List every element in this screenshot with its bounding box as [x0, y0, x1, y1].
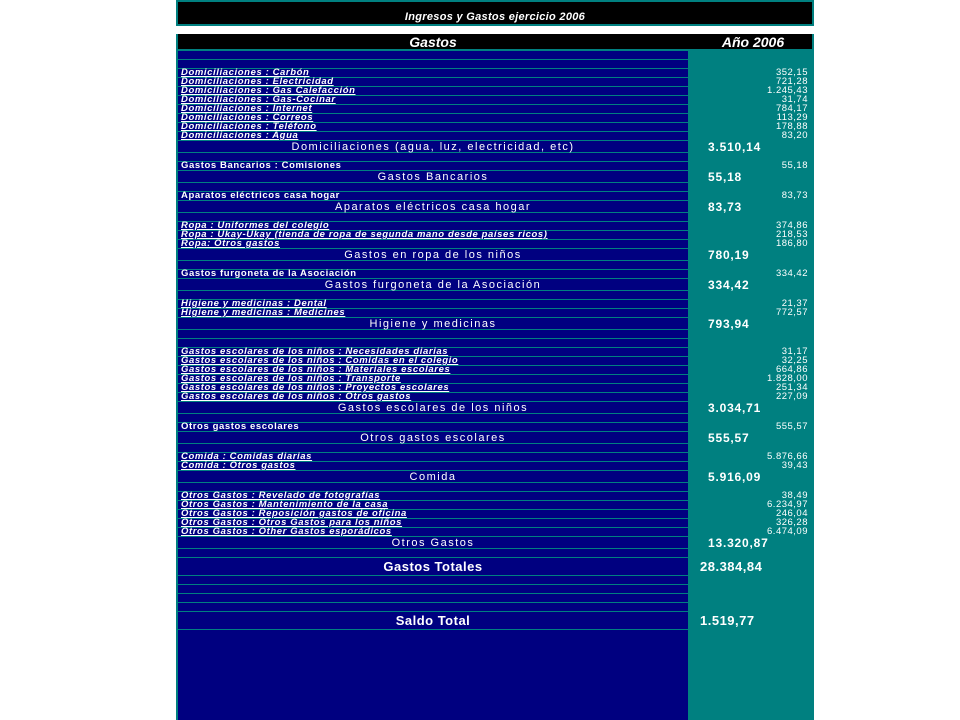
row-label: Otros Gastos : Revelado de fotografías: [181, 490, 381, 501]
header-label: Gastos: [409, 34, 457, 50]
subtotal-row: [178, 201, 812, 213]
row-value: 186,80: [775, 238, 808, 249]
row-label: Aparatos eléctricos casa hogar: [181, 190, 340, 201]
row-label: Gastos escolares de los niños : Materiales escolares: [181, 364, 451, 375]
row-value: 39,43: [781, 460, 808, 471]
row-value: 3.034,71: [708, 401, 762, 415]
blank-row: [178, 51, 812, 60]
row-value: 784,17: [775, 103, 808, 114]
row-label: Domiciliaciones : Internet: [181, 103, 313, 114]
row-value: 772,57: [775, 307, 808, 318]
row-value: 21,37: [781, 298, 808, 309]
row-label: Higiene y medicinas : Medicines: [181, 307, 346, 318]
row-value: 32,25: [781, 355, 808, 366]
table-header-row: [178, 34, 812, 51]
blank-row: [178, 585, 812, 594]
row-label: Higiene y medicinas : Dental: [181, 298, 327, 309]
row-label: Domiciliaciones : Agua: [181, 130, 299, 141]
row-value: 6.234,97: [767, 499, 808, 510]
row-label: Aparatos eléctricos casa hogar: [334, 201, 532, 213]
row-label: Gastos escolares de los niños : Comidas en el colegio: [181, 355, 459, 366]
sheet-title-bar: [176, 0, 814, 26]
row-label: Gastos escolares de los niños : Necesidades diarias: [181, 346, 449, 357]
row-value: 55,18: [781, 160, 808, 171]
row-label: Gastos escolares de los niños : Transporte: [181, 373, 401, 384]
row-label: Gastos escolares de los niños: [337, 402, 529, 414]
row-value: 227,09: [775, 391, 808, 402]
total-row: [178, 612, 812, 630]
row-value: 38,49: [781, 490, 808, 501]
row-value: 31,74: [781, 94, 808, 105]
row-value: 178,88: [775, 121, 808, 132]
row-label: Gastos Bancarios : Comisiones: [181, 160, 342, 171]
row-value: 780,19: [708, 248, 750, 262]
row-value: 555,57: [708, 431, 750, 445]
subtotal-row: [178, 279, 812, 291]
row-label: Domiciliaciones (agua, luz, electricidad, etc): [291, 141, 575, 153]
row-value: 1.245,43: [767, 85, 808, 96]
row-value: 55,18: [708, 170, 743, 184]
row-value: 218,53: [775, 229, 808, 240]
row-value: 555,57: [775, 421, 808, 432]
row-label: Comida: [409, 471, 457, 483]
row-value: 13.320,87: [708, 536, 769, 550]
row-label: Ropa: Otros gastos: [181, 238, 280, 249]
row-value: 5.876,66: [767, 451, 808, 462]
row-value: 334,42: [775, 268, 808, 279]
row-value: 1.828,00: [767, 373, 808, 384]
row-label: Domiciliaciones : Gas-Cocinar: [181, 94, 336, 105]
row-value: 1.519,77: [700, 613, 755, 628]
subtotal-row: [178, 249, 812, 261]
row-label: Otros gastos escolares: [181, 421, 300, 432]
row-value: 793,94: [708, 317, 750, 331]
blank-row: [178, 330, 812, 339]
row-label: Gastos en ropa de los niños: [344, 249, 522, 261]
sheet-title: Ingresos y Gastos ejercicio 2006: [404, 11, 586, 23]
row-label: Otros Gastos : Mantenimiento de la casa: [181, 499, 389, 510]
row-label: Gastos escolares de los niños : Proyectos escolares: [181, 382, 450, 393]
row-label: Gastos Bancarios: [377, 171, 489, 183]
row-value: 721,28: [775, 76, 808, 87]
subtotal-row: [178, 141, 812, 153]
row-label: Domiciliaciones : Carbón: [181, 67, 310, 78]
subtotal-row: [178, 471, 812, 483]
row-label: Gastos furgoneta de la Asociación: [181, 268, 357, 279]
row-value: 326,28: [775, 517, 808, 528]
blank-row: [178, 603, 812, 612]
row-label: Domiciliaciones : Electricidad: [181, 76, 334, 87]
row-value: 352,15: [775, 67, 808, 78]
subtotal-row: [178, 318, 812, 330]
expenses-table: [176, 34, 814, 720]
table-rows: [178, 34, 812, 630]
row-value: 246,04: [775, 508, 808, 519]
row-value: 3.510,14: [708, 140, 762, 154]
row-label: Gastos escolares de los niños : Otros gastos: [181, 391, 412, 402]
row-value: 113,29: [776, 112, 808, 123]
row-label: Otros Gastos : Other Gastos esporádicos: [181, 526, 392, 537]
blank-row: [178, 576, 812, 585]
row-label: Domiciliaciones : Teléfono: [181, 121, 317, 132]
row-label: Gastos furgoneta de la Asociación: [324, 279, 542, 291]
row-label: Comida : Comidas diarias: [181, 451, 313, 462]
total-row: [178, 558, 812, 576]
row-value: 664,86: [775, 364, 808, 375]
row-label: Saldo Total: [395, 613, 471, 628]
row-value: 251,34: [775, 382, 808, 393]
row-label: Otros Gastos: [391, 537, 475, 549]
row-label: Gastos Totales: [383, 559, 483, 574]
row-value: 6.474,09: [767, 526, 808, 537]
row-label: Higiene y medicinas: [369, 318, 497, 330]
row-value: 31,17: [781, 346, 808, 357]
blank-row: [178, 549, 812, 558]
row-label: Otros gastos escolares: [360, 432, 506, 444]
blank-row: [178, 594, 812, 603]
row-label: Ropa : Ukay-Ukay (tienda de ropa de segunda mano desde países ricos): [181, 229, 548, 240]
row-value: 5.916,09: [708, 470, 762, 484]
subtotal-row: [178, 537, 812, 549]
row-value: 334,42: [708, 278, 750, 292]
subtotal-row: [178, 432, 812, 444]
row-label: Ropa : Uniformes del colegio: [181, 220, 330, 231]
row-label: Otros Gastos : Reposición gastos de oficina: [181, 508, 407, 519]
row-label: Comida : Otros gastos: [181, 460, 296, 471]
header-value: Año 2006: [721, 34, 785, 50]
row-value: 83,73: [708, 200, 743, 214]
row-label: Otros Gastos : Otros Gastos para los niños: [181, 517, 403, 528]
row-label: Domiciliaciones : Correos: [181, 112, 314, 123]
row-value: 83,20: [781, 130, 808, 141]
row-value: 83,73: [781, 190, 808, 201]
row-value: 374,86: [775, 220, 808, 231]
row-value: 28.384,84: [700, 559, 763, 574]
subtotal-row: [178, 402, 812, 414]
row-label: Domiciliaciones : Gas Calefacción: [181, 85, 356, 96]
subtotal-row: [178, 171, 812, 183]
